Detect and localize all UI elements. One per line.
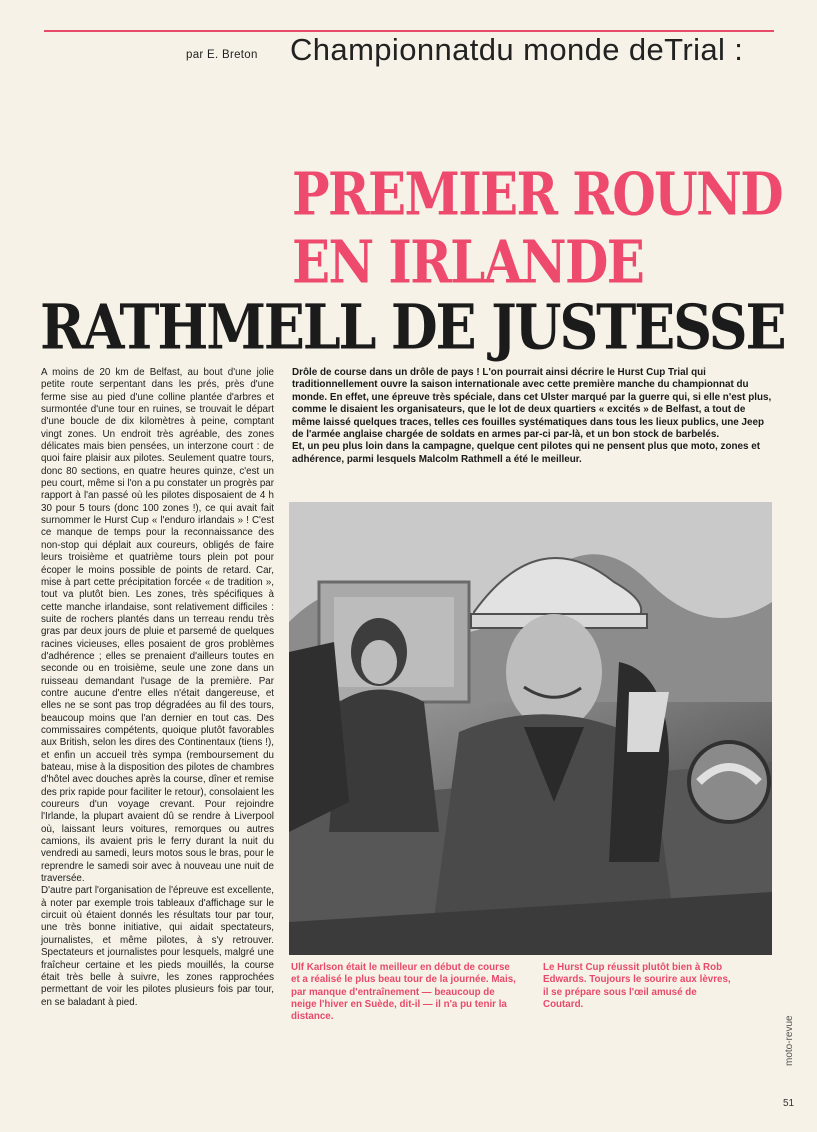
headline-black: RATHMELL DE JUSTESSE <box>40 290 785 364</box>
author-byline: par E. Breton <box>186 49 258 61</box>
page-number: 51 <box>783 1098 795 1109</box>
photo-caption-right: Le Hurst Cup réussit plutôt bien à Rob Edwards. Toujours le sourire aux lèvres, il se prépare sous l'œil amusé de Coutard. <box>543 962 731 1010</box>
intro-paragraph-1: Drôle de course dans un drôle de pays ! L'on pourrait ainsi décrire le Hurst Cup Trial qui traditionnellement ouvre la saison internationale avec cette première manche du championnat du monde. En effet, une épreuve très spéciale, dans cet Ulster marqué par la guerre qui, si elle n'est plus, comme le disaient les organisateurs, que le lot de deux quartiers « excités » de Belfast, a tout de même laissé quelques traces, telles ces fouilles systématiques dans tous les lieux publics, une Jeep de l'armée anglaise chargée de soldats en armes par-ci par-là, et un bon stock de barbelés. <box>292 367 772 441</box>
intro-paragraph-2: Et, un peu plus loin dans la campagne, quelque cent pilotes qui ne pensent plus que moto, zones et adhérence, parmi lesquels Malcolm Rathmell a été le meilleur. <box>292 441 761 465</box>
race-photo <box>289 502 772 955</box>
body-paragraph-2: D'autre part l'organisation de l'épreuve est excellente, à noter par exemple trois tableaux d'affichage sur le circuit où étaient donnés les résultats tour par tour, une très bonne initiative, qui aidait spectateurs, journalistes, et même pilotes, à s'y retrouver. Spectateurs et journalistes pour lesquels, malgré une fraîcheur certaine et les pieds mouillés, la course était très belle à suivre, les zones rapprochées permettant de voir les pilotes plusieurs fois par tour, en se baladant à pied. <box>41 885 274 1008</box>
intro-lead <box>292 367 776 466</box>
headline-pink <box>292 160 782 297</box>
photo-illustration <box>289 502 772 955</box>
series-title: Championnatdu monde deTrial : <box>290 32 744 67</box>
body-paragraph-1: A moins de 20 km de Belfast, au bout d'une jolie petite route serpentant dans les prés, près d'une ferme sise au pied d'une colline plantée d'arbres et surmontée d'une tour en ruines, se trouvait le départ d'une boucle de dix kilomètres à peine, comptant vingt zones. Un endroit très agréable, des zones délicates mais bien pensées, un interzone court : de quoi faire plaisir aux pilotes. Seulement quatre tours, donc 80 sections, en quatre heures quinze, c'est un peu court, même si l'on a pu constater un progrès par rapport à l'an passé où les pilotes disposaient de 4 h 30 pour 5 tours (donc 100 zones !), ce qui avait fait surnommer le Hurst Cup « l'enduro irlandais » ! C'est ce manque de temps pour la reconnaissance des non-stop qui déplait aux coureurs, obligés de faire leurs troisième et quatrième tours plein pot pour écoper le moins possible de points de retard. Car, mise à part cette précipitation forcée « de tradition », tout va plutôt bien. Les zones, très spécifiques à cette manche irlandaise, sont relativement difficiles : suite de rochers plantés dans un terreau rendu très gras par deux jours de pluie et parsemé de quelques racines vicieuses, elles posaient de gros problèmes d'adhérence ; elles se prenaient d'ailleurs toutes en seconde ou en troisième, seule une zone dans un ruisseau demandant l'usage de la première. Par contre aucune d'entre elles n'était dangereuse, et elles ne se sont pas trop dégradées au fil des tours, beaucoup moins que l'an dernier en tout cas. Des commissaires compétents, quoique plutôt favorables aux British, selon les dires des Continentaux (tiens !), et enfin un accueil très sympa (remboursement du bateau, mise à la disposition des pilotes de chambres d'hôtel avec douches après la course, dîner et remise des prix rapide pour faciliter le retour), consolaient les coureurs d'un voyage crevant. Pour rejoindre l'Irlande, la plupart avaient dû se rendre à Liverpool où, laissant leurs voitures, remorques ou autres camions, ils avaient pris le ferry durant la nuit du vendredi au samedi, leurs motos sous le bras, pour le reprendre le samedi soir avec à nouveau une nuit de traversée. <box>41 367 274 885</box>
headline-line2: EN IRLANDE <box>292 227 644 297</box>
headline-line1: PREMIER ROUND <box>292 158 783 229</box>
magazine-name: moto-revue <box>784 1015 795 1066</box>
photo-caption-left: Ulf Karlson était le meilleur en début de course et a réalisé le plus beau tour de la journée. Mais, par manque d'entraînement — beaucoup de neige l'hiver en Suède, dit-il — il n'a pu tenir la distance. <box>291 962 516 1023</box>
body-column <box>41 367 274 1009</box>
